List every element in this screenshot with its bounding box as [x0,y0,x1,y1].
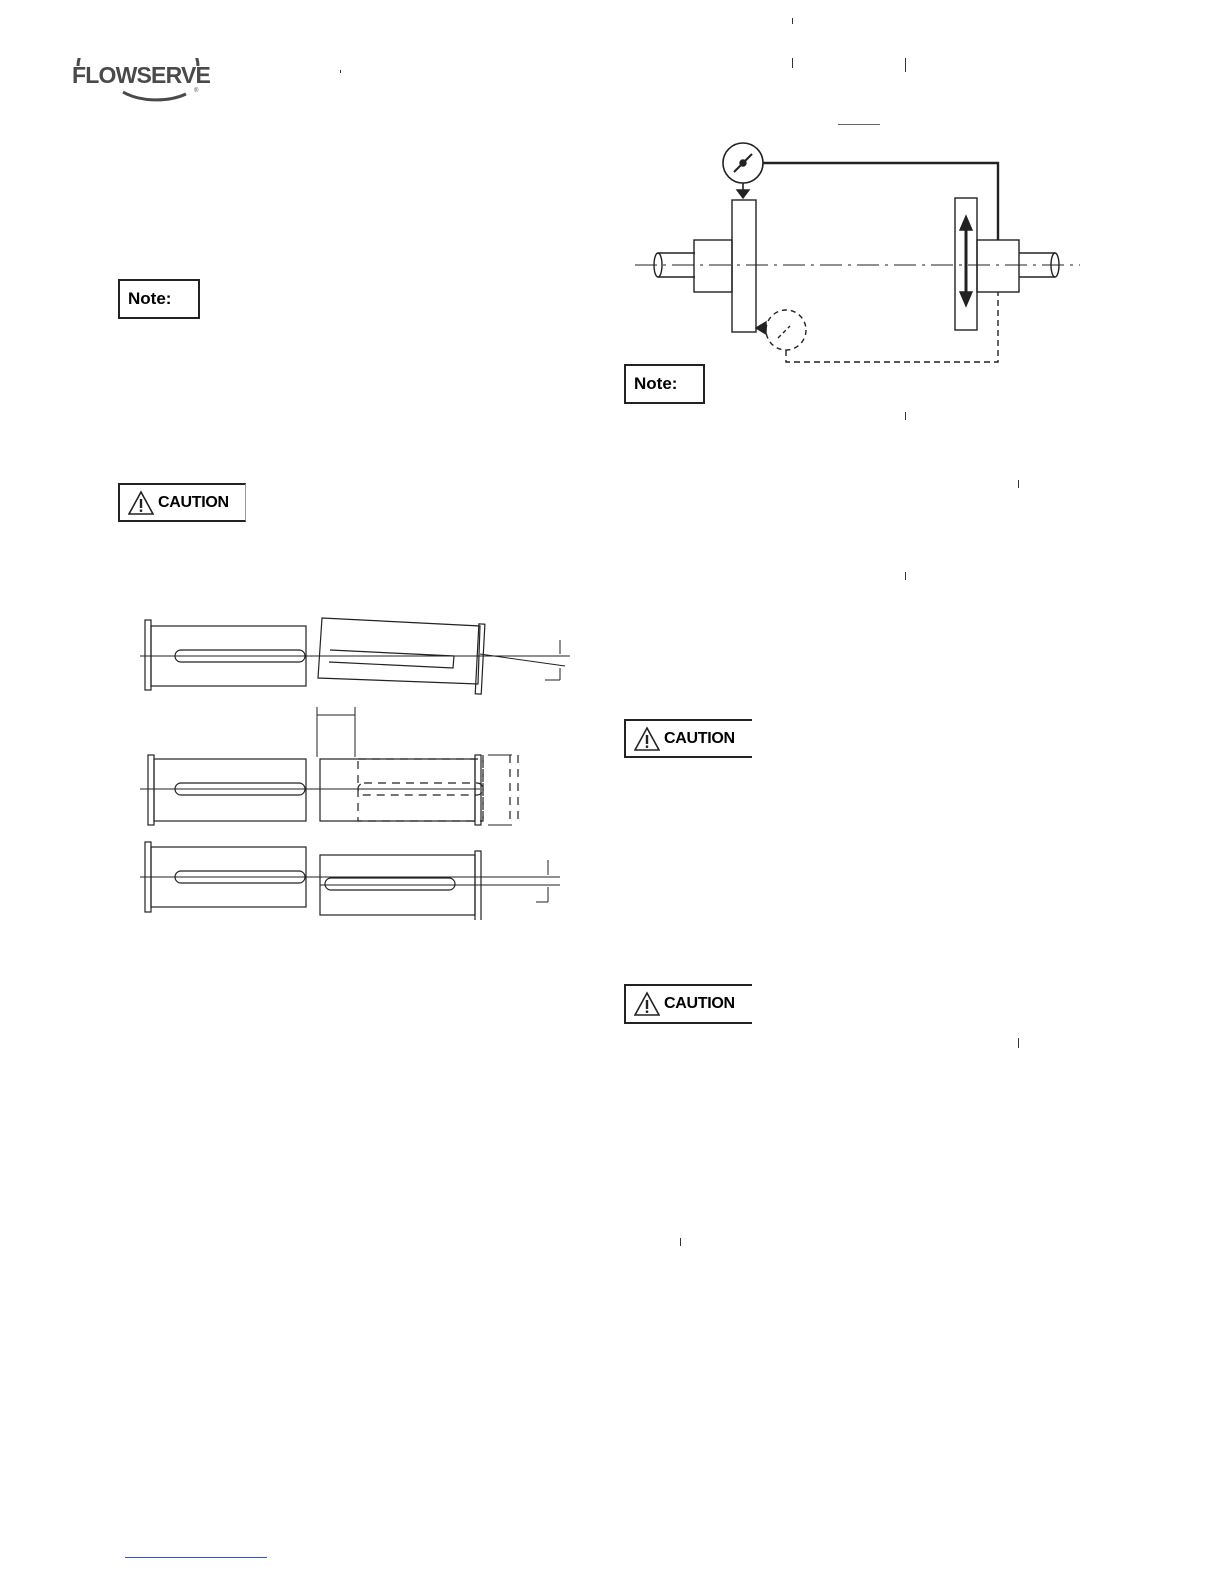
angular-misalignment-drawing [140,618,570,694]
scan-speck [340,70,341,73]
caution-box-left [118,483,246,522]
warning-triangle-icon [634,726,660,752]
note-box-left [118,279,200,319]
caution-label: CAUTION [664,995,735,1012]
caution-label: CAUTION [158,493,229,511]
logo-registered-mark: ® [194,88,199,94]
scan-speck [792,58,793,68]
logo-text: FLOWSERVE [72,62,211,88]
note-box-right [624,364,705,404]
dial-indicator-diagram [630,140,1090,370]
scan-speck [680,1238,681,1246]
scan-speck [1018,480,1019,488]
parallel-offset-drawing [140,842,560,920]
flowserve-logo [68,58,211,106]
warning-triangle-icon [128,490,154,516]
footer-link-underline[interactable] [125,1557,267,1558]
axial-gap-drawing [140,707,518,825]
caution-box-right-2 [624,984,752,1024]
note-label: Note: [634,374,678,393]
scan-speck [905,572,906,580]
scan-speck [838,124,880,125]
shaft-alignment-diagram [140,610,580,920]
caution-label: CAUTION [664,729,735,747]
scan-speck [905,412,906,420]
caution-box-right-1 [624,719,752,758]
warning-triangle-icon [634,991,660,1017]
scan-speck [792,18,793,24]
scan-speck [1018,1038,1019,1048]
scan-speck [905,58,906,72]
note-label: Note: [128,289,172,308]
